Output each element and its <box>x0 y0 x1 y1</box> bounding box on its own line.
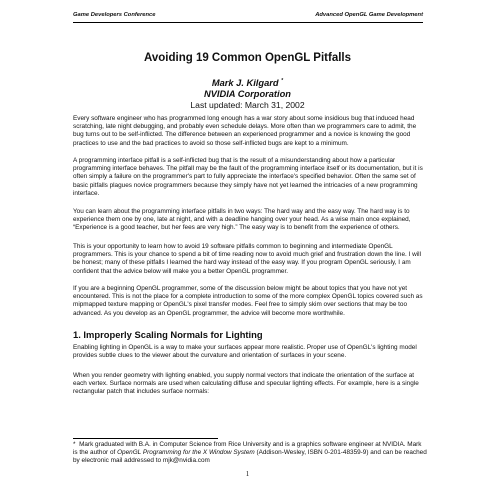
intro-paragraph-3: You can learn about the programming interface pitfalls in two ways: The hard way and the easy way. The hard way is to experience them one by one, late at night, and with a deadline hanging over your head. As a wise main once explained, “Experience is a good teacher, but her fees are very high.” The easy way is to benefit from the experience of others. <box>73 208 411 232</box>
section-heading: 1. Improperly Scaling Normals for Lighting <box>73 329 263 340</box>
author-name-line <box>0 76 495 89</box>
footnote-text-before: Mark graduated with B.A. in Computer Science from Rice University and is a graphics software engineer at NVIDIA. Mark is the author of <box>73 441 422 457</box>
section-paragraph-1: Enabling lighting in OpenGL is a way to make your surfaces appear more realistic. Proper use of OpenGL's lighting model provides subtle clues to the viewer about the curvature and orientation of surfaces in your scene. <box>73 344 417 360</box>
intro-paragraph-1: Every software engineer who has programmed long enough has a war story about some insidious bug that induced head scratching, late night debugging, and probably even schedule delays. More often than we programmers care to admit, the bug turns out to be self-inflicted. The difference between an experienced programmer and a novice is knowing the good practices to use and the bad practices to avoid so those self-inflicted bugs are kept to a minimum. <box>73 115 417 147</box>
author-organization: NVIDIA Corporation <box>204 89 291 100</box>
header-rule <box>73 22 423 23</box>
footnote-book-title: OpenGL Programming for the X Window System <box>117 449 255 457</box>
intro-paragraph-2: A programming interface pitfall is a self-inflicted bug that is the result of a misunderstanding about how a particular programming interface behaves. The pitfall may be the fault of the programming interface itself or its documentation, but it is often simply a failure on the programmer's part to fully appreciate the interface's specified behavior. Often the same set of basic pitfalls plagues novice programmers because they simply have not yet learned the intricacies of a new programming interface. <box>73 157 423 197</box>
running-header-right: Advanced OpenGL Game Development <box>315 12 423 18</box>
paper-title: Avoiding 19 Common OpenGL Pitfalls <box>143 52 352 64</box>
footnote-marker: * <box>73 441 76 448</box>
page-number: 1 <box>245 470 250 478</box>
footnote <box>73 441 427 466</box>
intro-paragraph-4: This is your opportunity to learn how to avoid 19 software pitfalls common to beginning and intermediate OpenGL programmers. This is your chance to spend a bit of time reading now to avoid much grief and frustration down the line. I will be honest; many of these pitfalls I learned the hard way instead of the easy way. If you program OpenGL seriously, I am confident that the advice below will make you a better OpenGL programmer. <box>73 243 421 275</box>
footnote-rule <box>73 438 218 439</box>
last-updated: Last updated: March 31, 2002 <box>190 100 305 110</box>
section-paragraph-2: When you render geometry with lighting enabled, you supply normal vectors that indicate the orientation of the surface at each vertex. Surface normals are used when calculating diffuse and specular lighting effects. For example, here is a single rectangular patch that includes surface normals: <box>73 372 419 396</box>
author-footnote-marker: * <box>281 78 284 84</box>
intro-paragraph-5: If you are a beginning OpenGL programmer, some of the discussion below might be about topics that you have not yet encountered. This is not the place for a complete introduction to some of the more complex OpenGL topics covered such as mipmapped texture mapping or OpenGL's pixel transfer modes. Feel free to simply skim over sections that may be too advanced. As you develop as an OpenGL programmer, the advice will become more worthwhile. <box>73 285 423 317</box>
author-block <box>0 76 495 100</box>
footnote-text-after: (Addison-Wesley, ISBN 0-201-48359-9) and can be reached by electronic mail addressed to mjk@nvidia.com <box>73 449 427 465</box>
running-header-left: Game Developers Conference <box>73 12 156 18</box>
author-name: Mark J. Kilgard <box>211 78 279 89</box>
